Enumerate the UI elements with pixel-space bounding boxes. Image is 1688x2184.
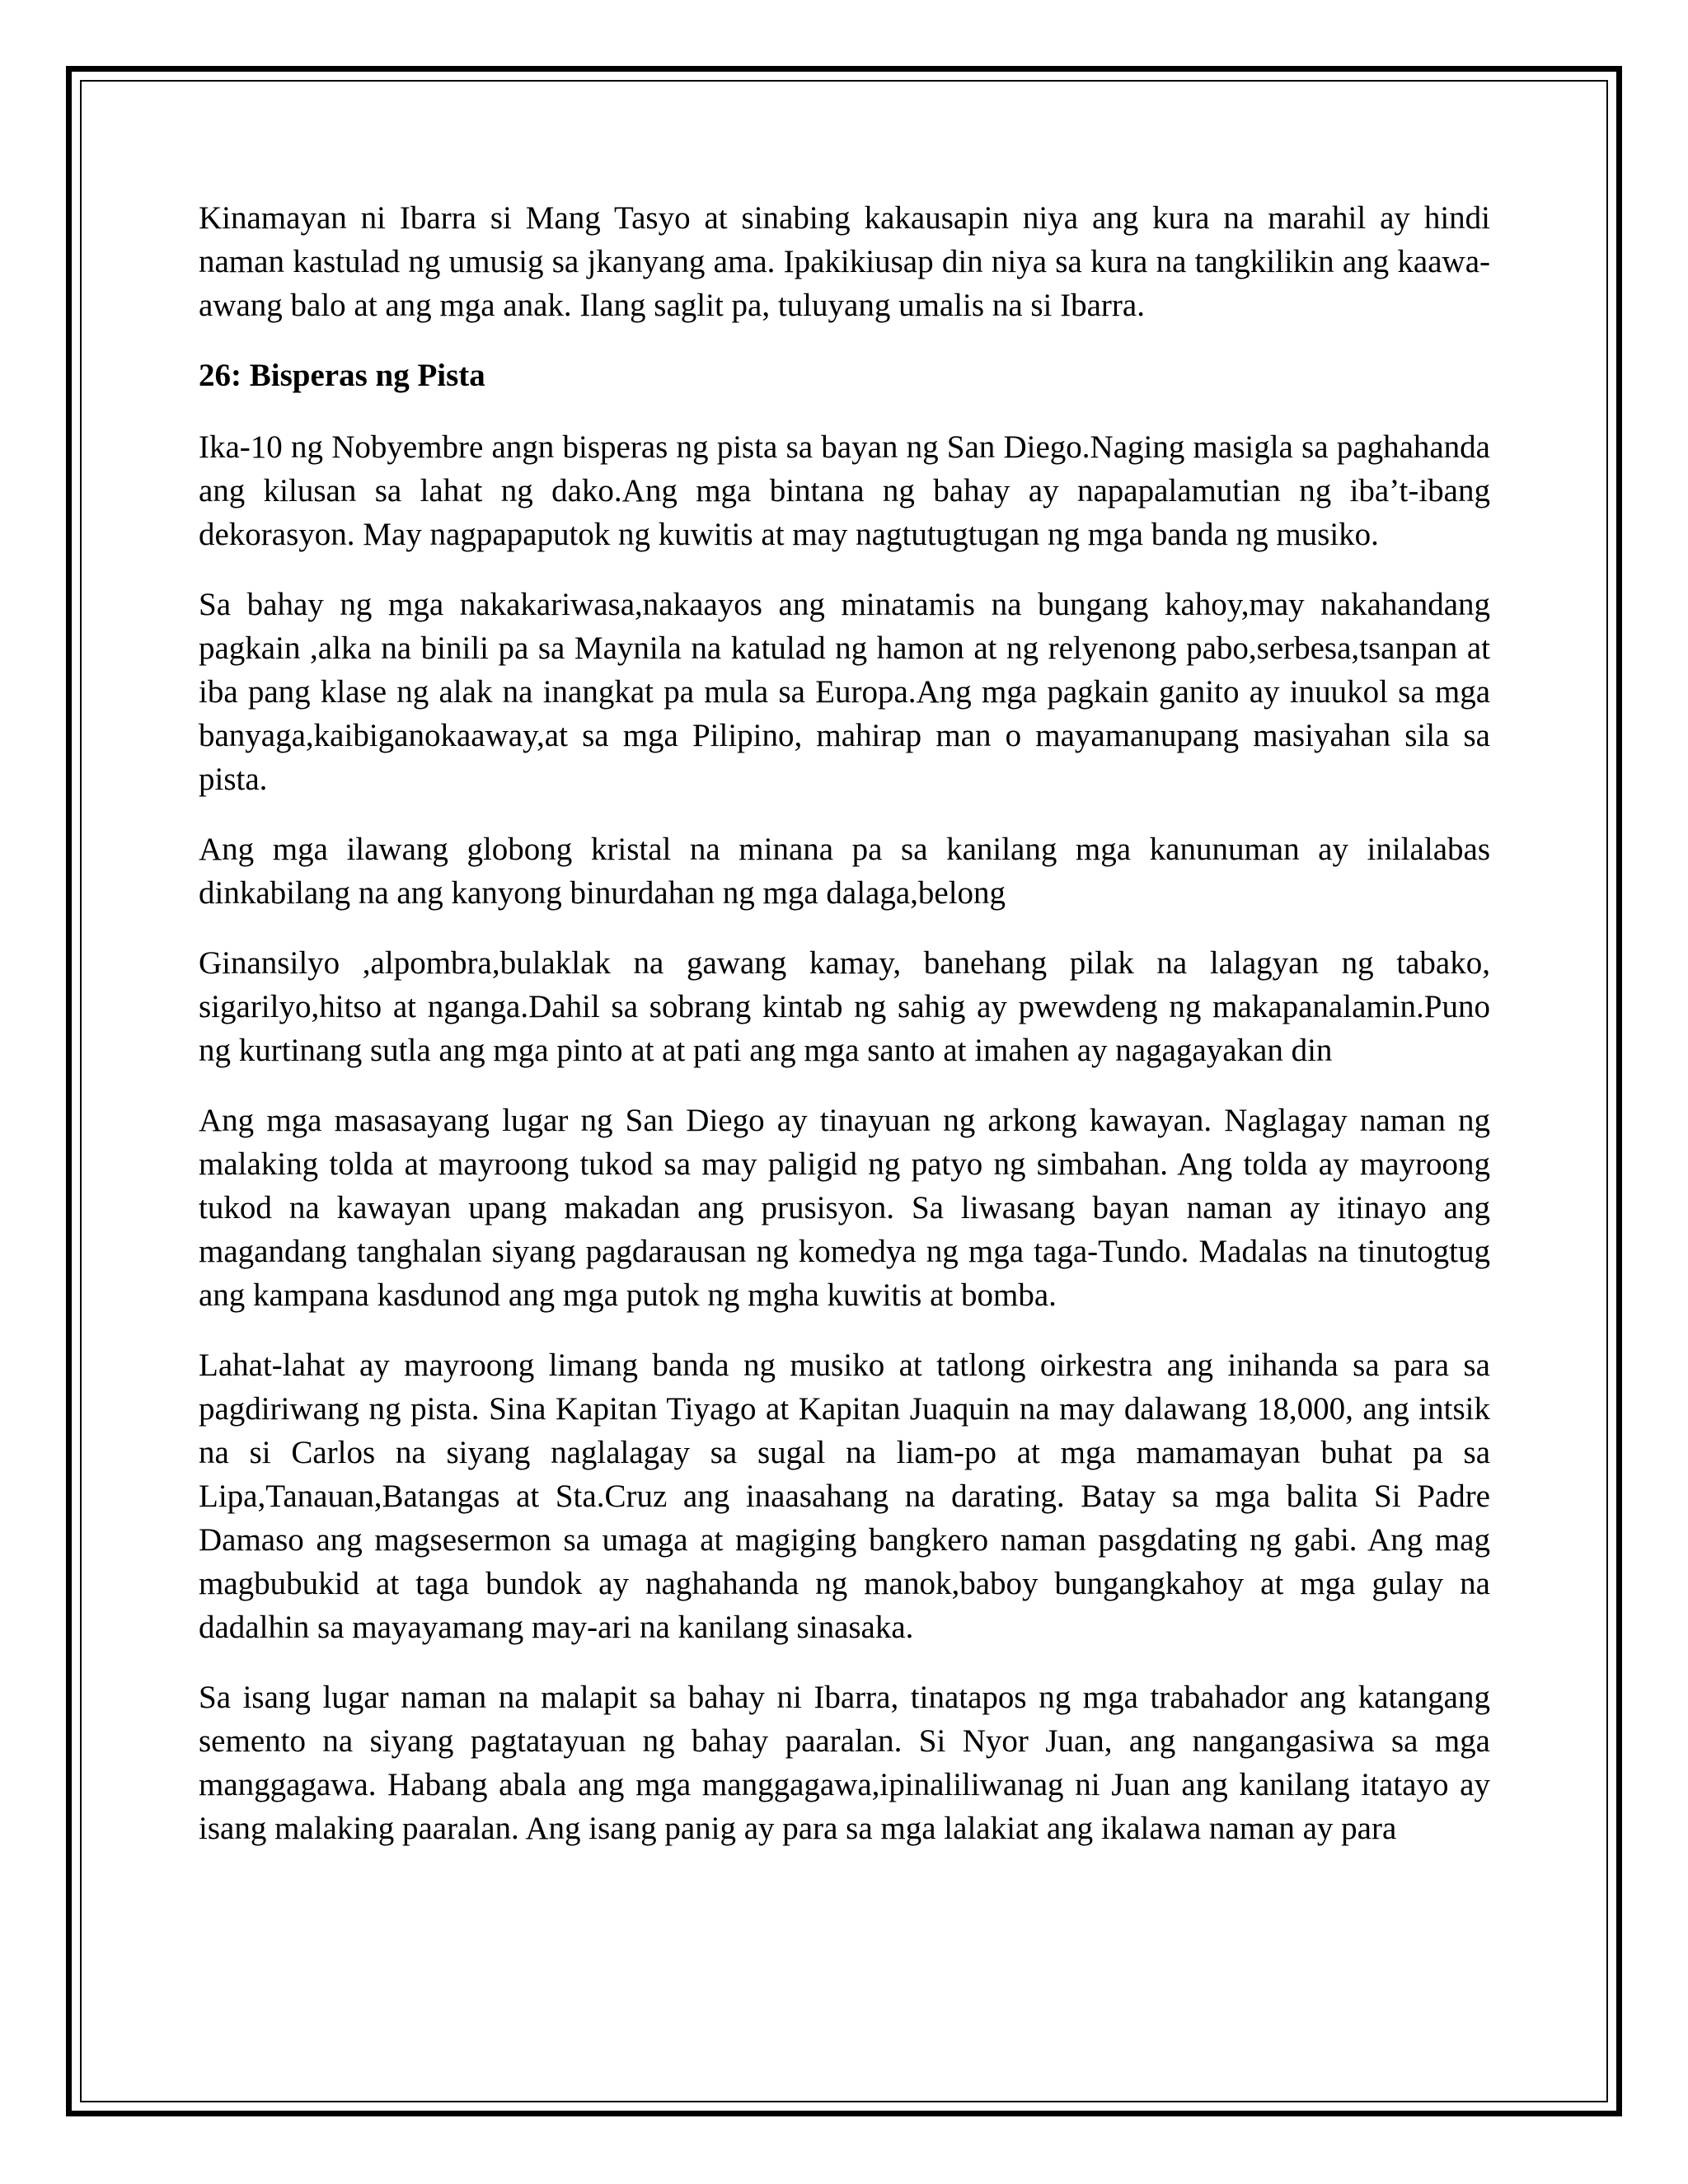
paragraph-5: Ang mga masasayang lugar ng San Diego ay tinayuan ng arkong kawayan. Naglagay naman ng malaking tolda at mayroong tukod sa may paligid ng patyo ng simbahan. Ang tolda ay mayroong tukod na kawayan upang makadan ang prusisyon. Sa liwasang bayan naman ay itinayo ang magandang tanghalan siyang pagdarausan ng komedya ng mga taga-Tundo. Madalas na tinutogtug ang kampana kasdunod ang mga putok ng mgha kuwitis at bomba. [199, 1103, 1490, 1313]
paragraph-2: Sa bahay ng mga nakakariwasa,nakaayos ang minatamis na bungang kahoy,may nakahandang pagkain ,alka na binili pa sa Maynila na katulad ng hamon at ng relyenong pabo,serbesa,tsanpan at iba pang klase ng alak na inangkat pa mula sa Europa.Ang mga pagkain ganito ay inuukol sa mga banyaga,kaibiganokaaway,at sa mga Pilipino, mahirap man o mayamanupang masiyahan sila sa pista. [199, 587, 1490, 797]
paragraph-1: Ika-10 ng Nobyembre angn bisperas ng pista sa bayan ng San Diego.Naging masigla sa paghahanda ang kilusan sa lahat ng dako.Ang mga bintana ng bahay ay napapalamutian ng iba’t-ibang dekorasyon. May nagpapaputok ng kuwitis at may nagtutugtugan ng mga banda ng musiko. [199, 429, 1490, 552]
paragraph-6: Lahat-lahat ay mayroong limang banda ng musiko at tatlong oirkestra ang inihanda sa para sa pagdiriwang ng pista. Sina Kapitan Tiyago at Kapitan Juaquin na may dalawang 18,000, ang intsik na si Carlos na siyang naglalagay sa sugal na liam-po at mga mamamayan buhat pa sa Lipa,Tanauan,Batangas at Sta.Cruz ang inaasahang na darating. Batay sa mga balita Si Padre Damaso ang magsesermon sa umaga at magiging bangkero naman pasgdating ng gabi. Ang mag magbubukid at taga bundok ay naghahanda ng manok,baboy bungangkahoy at mga gulay na dadalhin sa mayayamang may-ari na kanilang sinasaka. [199, 1347, 1490, 1645]
paragraph-4: Ginansilyo ,alpombra,bulaklak na gawang kamay, banehang pilak na lalagyan ng tabako, sigarilyo,hitso at nganga.Dahil sa sobrang kintab ng sahig ay pwewdeng ng makapanalamin.Puno ng kurtinang sutla ang mga pinto at at pati ang mga santo at imahen ay nagagayakan din [199, 945, 1490, 1068]
chapter-heading: 26: Bisperas ng Pista [199, 358, 485, 393]
paragraph-7: Sa isang lugar naman na malapit sa bahay ni Ibarra, tinatapos ng mga trabahador ang katangang semento na siyang pagtatayuan ng bahay paaralan. Si Nyor Juan, ang nangangasiwa sa mga manggagawa. Habang abala ang mga manggagawa,ipinaliliwanag ni Juan ang kanilang itatayo ay isang malaking paaralan. Ang isang panig ay para sa mga lalakiat ang ikalawa naman ay para [199, 1680, 1490, 1846]
paragraph-3: Ang mga ilawang globong kristal na minana pa sa kanilang mga kanunuman ay inilalabas dinkabilang na ang kanyong binurdahan ng mga dalaga,belong [199, 832, 1490, 911]
intro-paragraph: Kinamayan ni Ibarra si Mang Tasyo at sinabing kakausapin niya ang kura na marahil ay hindi naman kastulad ng umusig sa jkanyang ama. Ipakikiusap din niya sa kura na tangkilikin ang kaawa-awang balo at ang mga anak. Ilang saglit pa, tuluyang umalis na si Ibarra. [199, 200, 1490, 323]
document-body [199, 196, 1490, 1877]
